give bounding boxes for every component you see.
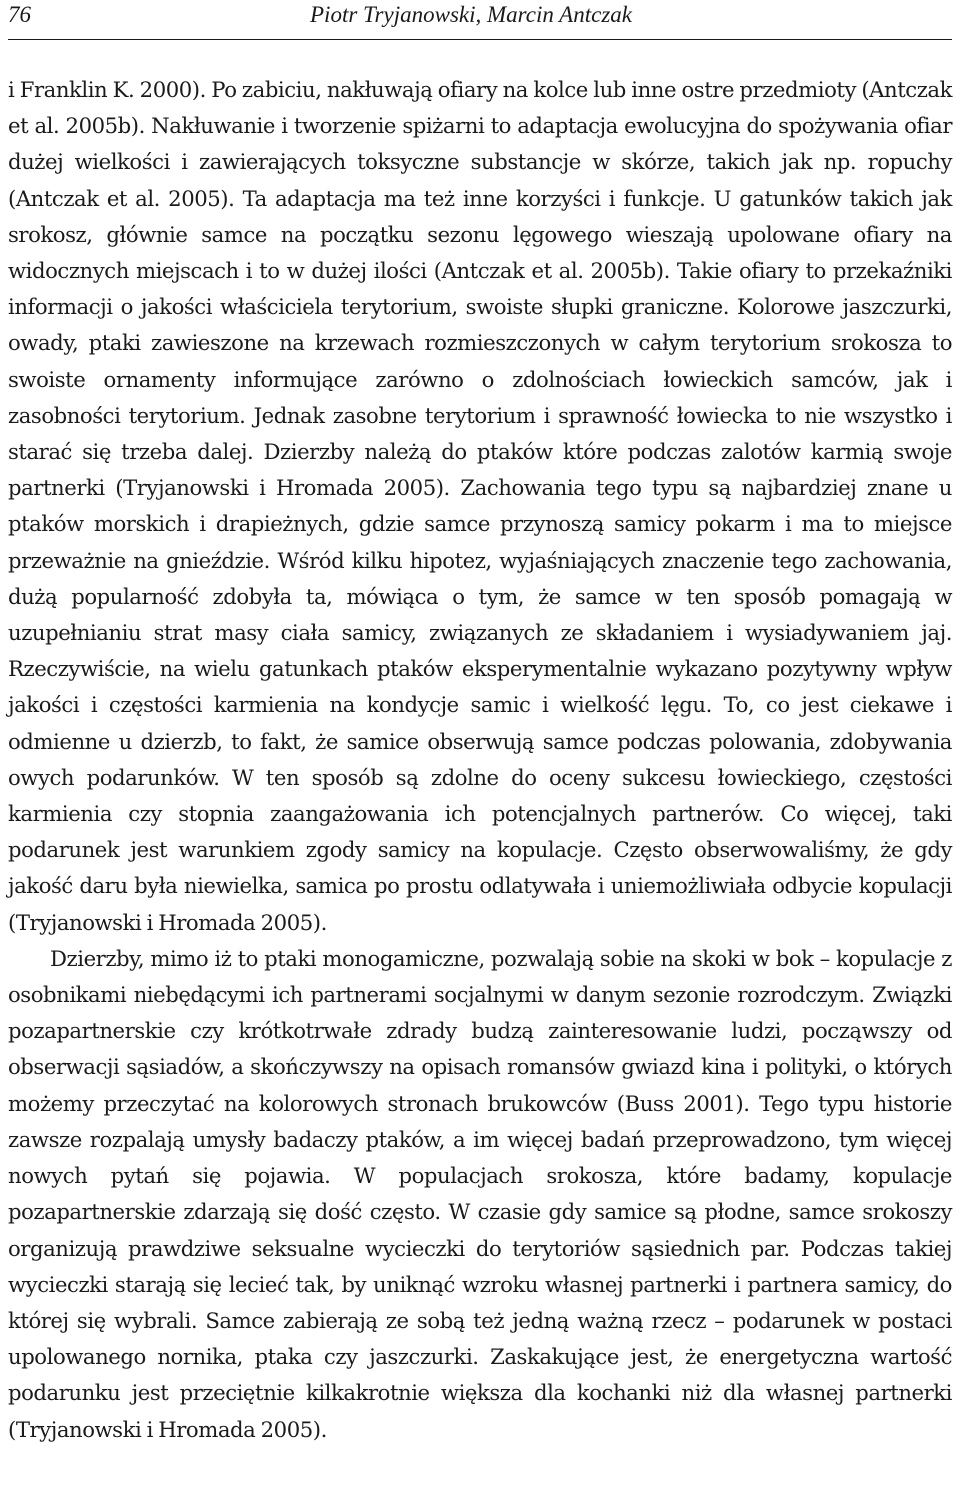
body-text: [8, 72, 952, 1448]
paragraph-2: Dzierzby, mimo iż to ptaki monogamiczne, pozwalają sobie na skoki w bok – kopulacje z osobnikami niebędącymi ich partnerami socjalnymi w danym sezonie rozrodczym. Związki pozapartnerskie czy krótkotrwałe zdrady budzą zainteresowanie ludzi, począwszy od obserwacji sąsiadów, a skończywszy na opisach romansów gwiazd kina i polityki, o których możemy przeczytać na kolorowych stronach brukowców (Buss 2001). Tego typu historie zawsze rozpalają umysły badaczy ptaków, a im więcej badań przeprowadzono, tym więcej nowych pytań się pojawia. W populacjach srokosza, które badamy, kopulacje pozapartnerskie zdarzają się dość często. W czasie gdy samice są płodne, samce srokoszy organizują prawdziwe seksualne wycieczki do terytoriów sąsiednich par. Podczas takiej wycieczki starają się lecieć tak, by uniknąć wzroku własnej partnerki i partnera samicy, do której się wybrali. Samce zabierają ze sobą też jedną ważną rzecz – podarunek w postaci upolowanego nornika, ptaka czy jaszczurki. Zaskakujące jest, że energetyczna wartość podarunku jest przeciętnie kilkakrotnie większa dla kochanki niż dla własnej partnerki (Tryjanowski i Hromada 2005).: [8, 945, 952, 1442]
page-number: 76: [8, 2, 31, 27]
running-head-authors: Piotr Tryjanowski, Marcin Antczak: [310, 2, 632, 27]
paragraph-1: i Franklin K. 2000). Po zabiciu, nakłuwają ofiary na kolce lub inne ostre przedmioty (Antczak et al. 2005b). Nakłuwanie i tworzenie spiżarni to adaptacja ewolucyjna do spożywania ofiar dużej wielkości i zawierających toksyczne substancje w skórze, takich jak np. ropuchy (Antczak et al. 2005). Ta adaptacja ma też inne korzyści i funkcje. U gatunków takich jak srokosz, głównie samce na początku sezonu lęgowego wieszają upolowane ofiary na widocznych miejscach i to w dużej ilości (Antczak et al. 2005b). Takie ofiary to przekaźniki informacji o jakości właściciela terytorium, swoiste słupki graniczne. Kolorowe jaszczurki, owady, ptaki zawieszone na krzewach rozmieszczonych w całym terytorium srokosza to swoiste ornamenty informujące zarówno o zdolnościach łowieckich samców, jak i zasobności terytorium. Jednak zasobne terytorium i sprawność łowiecka to nie wszystko i starać się trzeba dalej. Dzierzby należą do ptaków które podczas zalotów karmią swoje partnerki (Tryjanowski i Hromada 2005). Zachowania tego typu są najbardziej znane u ptaków morskich i drapieżnych, gdzie samce przynoszą samicy pokarm i ma to miejsce przeważnie na gnieździe. Wśród kilku hipotez, wyjaśniających znaczenie tego zachowania, dużą popularność zdobyła ta, mówiąca o tym, że samce w ten sposób pomagają w uzupełnianiu strat masy ciała samicy, związanych ze składaniem i wysiadywaniem jaj. Rzeczywiście, na wielu gatunkach ptaków eksperymentalnie wykazano pozytywny wpływ jakości i częstości karmienia na kondycje samic i wielkość lęgu. To, co jest ciekawe i odmienne u dzierzb, to fakt, że samice obserwują samce podczas polowania, zdobywania owych podarunków. W ten sposób są zdolne do oceny sukcesu łowieckiego, częstości karmienia czy stopnia zaangażowania ich potencjalnych partnerów. Co więcej, taki podarunek jest warunkiem zgody samicy na kopulacje. Często obserwowaliśmy, że gdy jakość daru była niewielka, samica po prostu odlatywała i uniemożliwiała odbycie kopulacji (Tryjanowski i Hromada 2005).: [8, 77, 952, 935]
header-rule: [8, 39, 952, 40]
running-head: [8, 0, 952, 36]
